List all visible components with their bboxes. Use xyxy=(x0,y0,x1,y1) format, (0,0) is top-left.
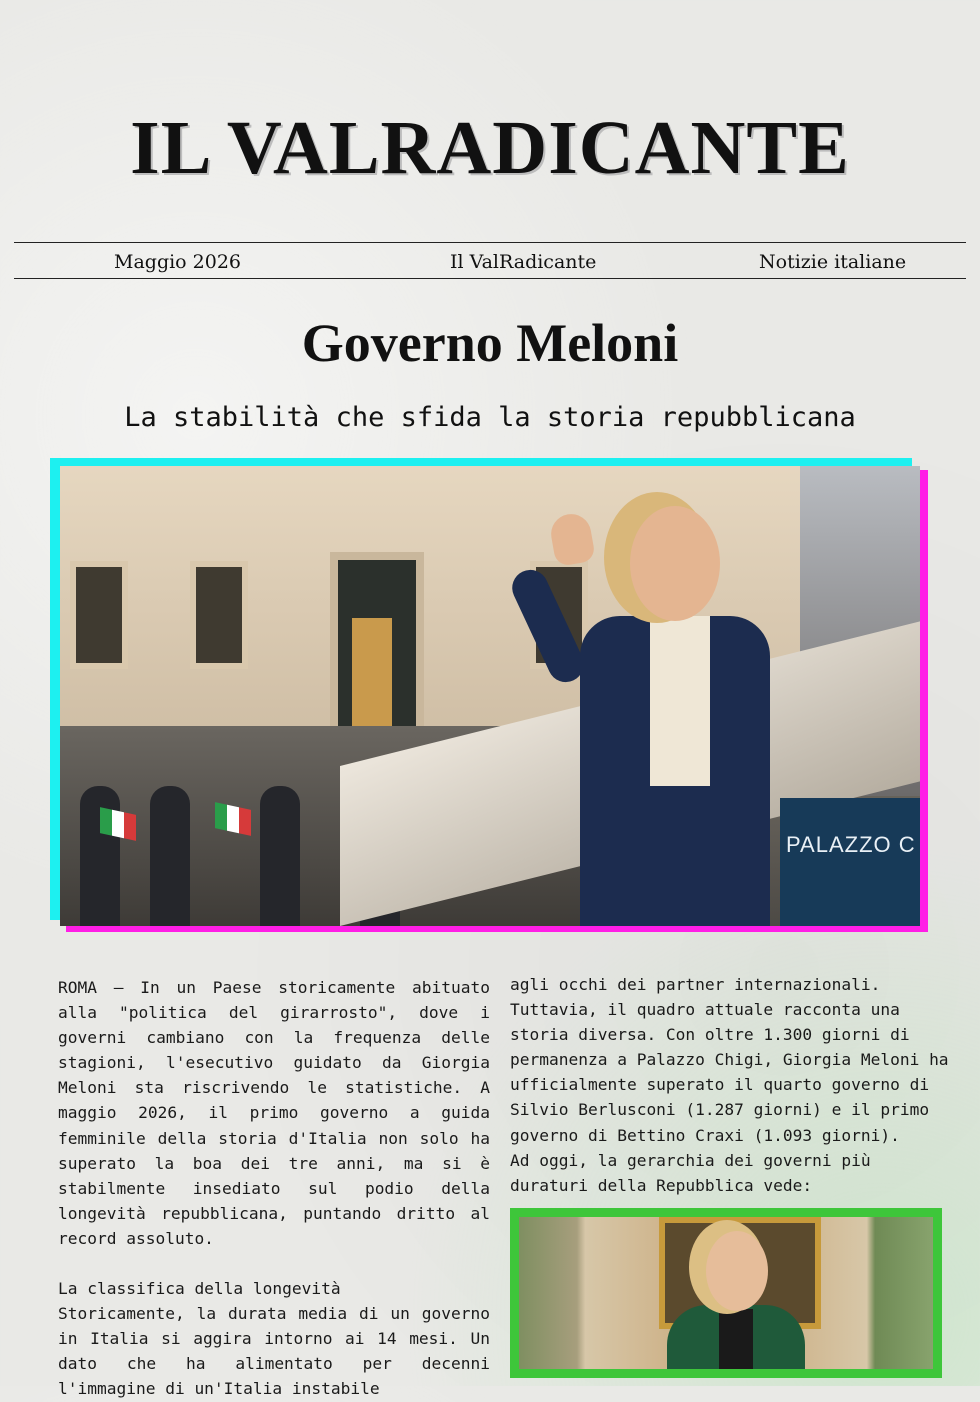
bottom-divider xyxy=(14,278,966,279)
top-divider xyxy=(14,242,966,243)
raised-arm xyxy=(506,564,589,688)
crowd-person xyxy=(150,786,190,926)
article-paragraph: Storicamente, la durata media di un governo in Italia si aggira intorno ai 14 mesi. Un dato che ha alimentato per decenni l'immagine di un'Italia instabile xyxy=(58,1304,490,1399)
person-head xyxy=(630,506,720,621)
waving-person xyxy=(510,506,810,926)
article-column-right xyxy=(510,972,950,1198)
article-subheadline: La stabilità che sfida la storia repubblicana xyxy=(124,402,856,433)
blouse xyxy=(650,616,710,786)
publication-name: Il ValRadicante xyxy=(450,251,597,273)
section-label: Notizie italiane xyxy=(759,251,907,273)
article-headline: Governo Meloni xyxy=(301,313,679,373)
section-title: La classifica della longevità xyxy=(58,1279,341,1299)
crowd-person xyxy=(260,786,300,926)
article-paragraph: ROMA — In un Paese storicamente abituato alla "politica del girarrosto", dove i governi cambiano con la frequenza delle stagioni, l'esecutivo guidato da Giorgia Meloni sta riscrivendo le statistiche. A maggio 2026, il primo governo a guida femminile della storia d'Italia non solo ha superato la boa dei tre anni, ma si è stabilmente insediato sul podio della longevità repubblicana, puntando dritto al record assoluto. xyxy=(58,978,490,1248)
article-column-left xyxy=(58,975,490,1402)
hero-photo xyxy=(60,466,920,926)
article-paragraph: Ad oggi, la gerarchia dei governi più duraturi della Repubblica vede: xyxy=(510,1150,871,1195)
article-paragraph: agli occhi dei partner internazionali. Tuttavia, il quadro attuale racconta una storia diversa. Con oltre 1.300 giorni di permanenza a Palazzo Chigi, Giorgia Meloni ha ufficialmente superato il quarto governo di Silvio Berlusconi (1.287 giorni) e il primo governo di Bettino Craxi (1.093 giorni). xyxy=(510,975,949,1145)
masthead-title: IL VALRADICANTE xyxy=(130,106,850,190)
palazzo-sign: PALAZZO C xyxy=(780,798,920,926)
waving-hand xyxy=(548,511,596,567)
issue-date: Maggio 2026 xyxy=(114,251,242,273)
black-top xyxy=(719,1309,753,1369)
door-light xyxy=(352,618,392,728)
window xyxy=(70,561,128,669)
window xyxy=(190,561,248,669)
portrait-head xyxy=(706,1231,768,1311)
portrait-photo xyxy=(519,1217,933,1369)
